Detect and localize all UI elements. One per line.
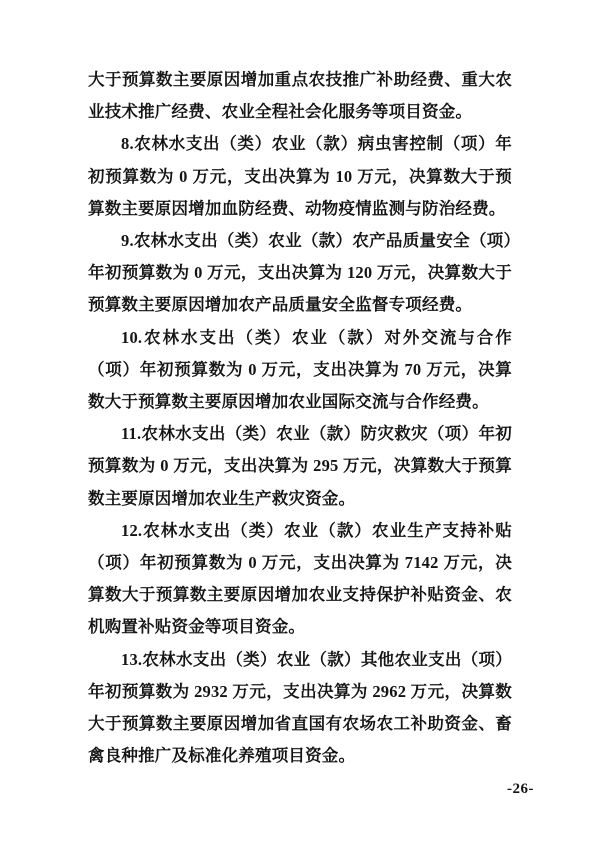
page-number: -26-	[507, 781, 534, 797]
paragraph-item-13: 13.农林水支出（类）农业（款）其他农业支出（项）年初预算数为 2932 万元，支出决算为 2962 万元，决算数大于预算数主要原因增加省直国有农场农工补助资金、畜禽良种推广及标准化养殖项目资金。	[88, 649, 512, 766]
paragraph-item-8: 8.农林水支出（类）农业（款）病虫害控制（项）年初预算数为 0 万元，支出决算为 10 万元，决算数大于预算数主要原因增加血防经费、动物疫情监测与防治经费。	[88, 134, 512, 218]
paragraph-item-12: 12.农林水支出（类）农业（款）农业生产支持补贴（项）年初预算数为 0 万元，支出决算为 7142 万元，决算数大于预算数主要原因增加农业支持保护补贴资金、农机购置补贴资金等项目资金。	[88, 520, 512, 637]
paragraph-item-9: 9.农林水支出（类）农业（款）农产品质量安全（项）年初预算数为 0 万元，支出决算为 120 万元，决算数大于预算数主要原因增加农产品质量安全监督专项经费。	[88, 231, 512, 315]
paragraph-item-10: 10.农林水支出（类）农业（款）对外交流与合作（项）年初预算数为 0 万元，支出决算为 70 万元，决算数大于预算数主要原因增加农业国际交流与合作经费。	[88, 327, 512, 412]
document-body	[88, 64, 512, 772]
paragraph-item-11: 11.农林水支出（类）农业（款）防灾救灾（项）年初预算数为 0 万元，支出决算为 295 万元，决算数大于预算数主要原因增加农业生产救灾资金。	[88, 424, 512, 508]
paragraph-continuation: 大于预算数主要原因增加重点农技推广补助经费、重大农业技术推广经费、农业全程社会化服务等项目资金。	[88, 70, 512, 122]
